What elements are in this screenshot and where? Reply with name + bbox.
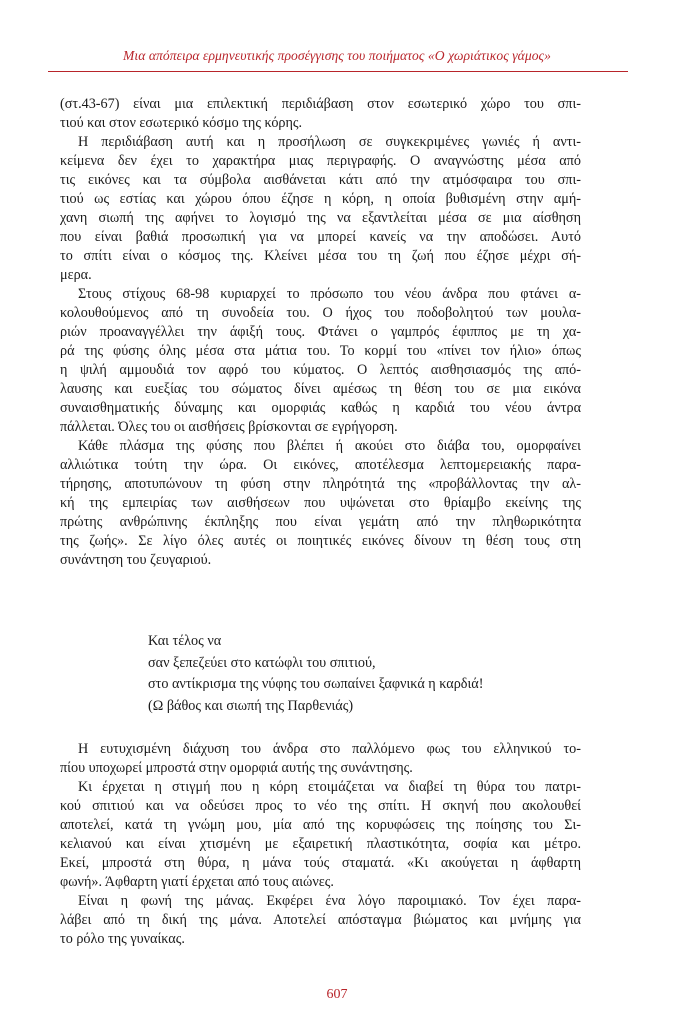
body-text-before-poem <box>60 95 581 570</box>
text-line: Η περιδιάβαση αυτή και η προσήλωση σε συγκεκριμένες γωνιές ή αντι- <box>78 134 581 150</box>
text-line: συνάντηση του ζευγαριού. <box>60 552 212 568</box>
poem-quotation <box>148 631 483 717</box>
poem-line: στο αντίκρισμα της νύφης του σωπαίνει ξαφνικά η καρδιά! <box>148 676 484 692</box>
text-line: το ρόλο της γυναίκας. <box>60 931 185 947</box>
text-line: πίου υποχωρεί μπροστά στην ομορφιά αυτής της συνάντησης. <box>60 760 413 776</box>
text-line: τιού ως εστίας και χώρου όπου έζησε η κόρη, η οποία βυθισμένη στην αμή- <box>60 191 581 207</box>
text-line: Κάθε πλάσμα της φύσης που βλέπει ή ακούει στο διάβα του, ομορφαίνει <box>78 438 581 454</box>
poem-line: σαν ξεπεζεύει στο κατώφλι του σπιτιού, <box>148 654 376 671</box>
text-line: Στους στίχους 68-98 κυριαρχεί το πρόσωπο του νέου άνδρα που φτάνει α- <box>78 286 581 302</box>
text-line: κελιανού και είναι χτισμένη με εξαιρετική πλαστικότητα, σοφία και μέτρο. <box>60 836 581 852</box>
text-line: συναισθηματικής δύναμης και ομορφιάς καθώς η καρδιά του νέου άντρα <box>60 400 581 416</box>
text-line: Είναι η φωνή της μάνας. Εκφέρει ένα λόγο παροιμιακό. Τον έχει παρα- <box>78 893 581 909</box>
text-line: αλλιώτικα τούτη την ώρα. Οι εικόνες, αποτέλεσμα λεπτομερειακής παρα- <box>60 457 581 473</box>
text-line: χανη σιωπή της αφήνει το λογισμό της να εξαντλείται μέσα σε μια αίσθηση <box>60 210 581 226</box>
text-line: λαυσης και ευεξίας του σώματος δίνει αμέσως τη θέση του σε μια εικόνα <box>60 381 581 397</box>
text-line: Η ευτυχισμένη διάχυση του άνδρα στο παλλόμενο φως του ελληνικού το- <box>78 741 581 757</box>
page-number: 607 <box>326 987 348 1002</box>
text-line: η ψιλή αμμουδιά τον αφρό του κύματος. Ο λεπτός αισθησιασμός της από- <box>60 362 581 378</box>
text-line: της ζωής». Σε λίγο όλες αυτές οι ποιητικές εικόνες δίνουν τη θέση τους στη <box>60 533 581 549</box>
running-header: Μια απόπειρα ερμηνευτικής προσέγγισης του ποιήματος «Ο χωριάτικος γάμος» <box>123 48 551 63</box>
text-line: κολουθούμενος από τη συνοδεία του. Ο ήχος του ποδοβολητού των μουλα- <box>60 305 581 321</box>
text-line: κή της εμπειρίας των αισθήσεων που υψώνεται στο θρίαμβο εκείνης της <box>60 495 581 511</box>
header-rule <box>48 71 628 72</box>
text-line: τις εικόνες και τα σύμβολα αισθάνεται κάτι από την ατμόσφαιρα του σπι- <box>60 172 581 188</box>
text-line: κού σπιτιού και να οδεύσει προς το νέο της σπίτι. Η σκηνή που ακολουθεί <box>60 798 581 814</box>
text-line: πάλλεται. Όλες του οι αισθήσεις βρίσκονται σε εγρήγορση. <box>60 419 398 435</box>
text-line: κείμενα δεν έχει το χαρακτήρα μιας περιγραφής. Ο αναγνώστης μέσα από <box>60 153 581 169</box>
text-line: τιού και στον εσωτερικό κόσμο της κόρης. <box>60 115 303 131</box>
poem-line: (Ω βάθος και σιωπή της Παρθενιάς) <box>148 697 354 714</box>
text-line: το σπίτι είναι ο κόσμος της. Κλείνει μέσα του τη ζωή που έζησε μέχρι σή- <box>60 248 581 264</box>
text-line: που είναι βαθιά προσωπική για να μπορεί κανείς να την αποδώσει. Αυτό <box>60 229 581 245</box>
text-line: Εκεί, μπροστά στη θύρα, η μάνα τούς σταματά. «Κι ακούγεται η άφθαρτη <box>60 855 581 871</box>
text-line: αποτελεί, κατά τη γνώμη μου, μία από της κορυφώσεις της ποίησης του Σι- <box>60 817 581 833</box>
text-line: λάβει από τη δική της μάνα. Αποτελεί απόσταγμα βιώματος και μνήμης για <box>60 912 581 928</box>
text-line: μερα. <box>60 267 92 283</box>
text-line: φωνή». Άφθαρτη γιατί έρχεται από τους αιώνες. <box>60 874 334 890</box>
text-line: τήρησης, αποτυπώνουν τη φύση στην πληρότητά της «προβάλλοντας την αλ- <box>60 476 581 492</box>
poem-line: Και τέλος να <box>148 633 222 649</box>
text-line: πρώτης ανθρώπινης έκπληξης που είναι γεμάτη από την πληθωρικότητα <box>60 514 581 530</box>
text-line: ρά της φύσης όλης μέσα στα μάτια του. Το κορμί του «πίνει τον ήλιο» όπως <box>60 343 581 359</box>
text-line: Κι έρχεται η στιγμή που η κόρη ετοιμάζεται να διαβεί τη θύρα του πατρι- <box>78 779 581 795</box>
text-line: ριών προαναγγέλλει την άφιξή τους. Φτάνει ο γαμπρός έφιππος με τη χα- <box>60 324 581 340</box>
body-text-after-poem <box>60 740 581 949</box>
text-line: (στ.43-67) είναι μια επιλεκτική περιδιάβαση στον εσωτερικό χώρο του σπι- <box>60 96 581 112</box>
